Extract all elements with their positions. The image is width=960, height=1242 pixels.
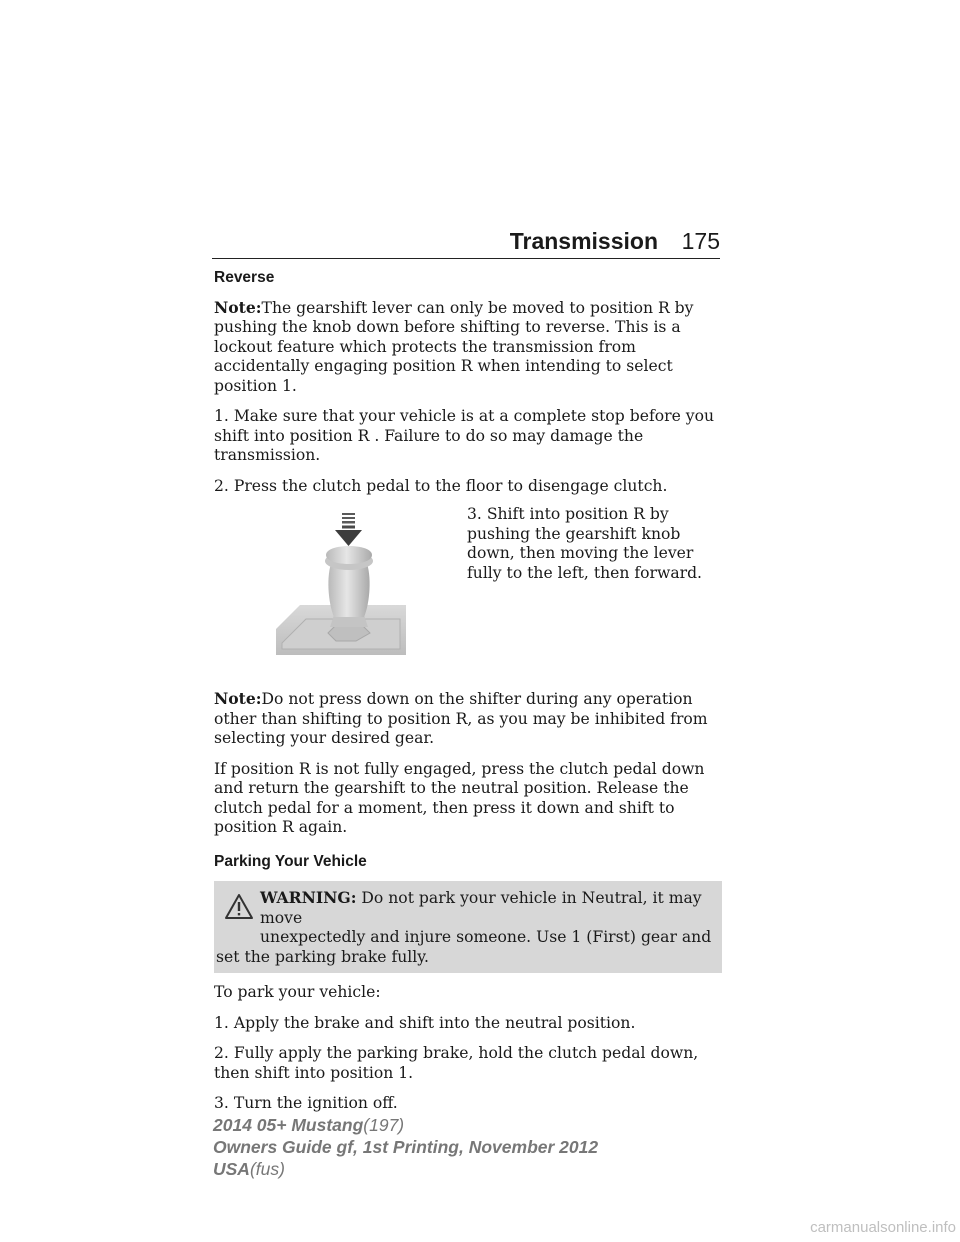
parking-intro: To park your vehicle:: [214, 983, 381, 1001]
footer-line-1: [213, 1114, 598, 1136]
footer-line-3: [213, 1158, 598, 1180]
page-footer: [213, 1114, 598, 1180]
parking-heading: Parking Your Vehicle: [214, 852, 367, 870]
gearshift-illustration: [276, 511, 406, 657]
reverse-step-3-block: [214, 505, 722, 675]
page-header: [212, 228, 720, 259]
note-label: Note:: [214, 297, 262, 317]
reverse-paragraph: If position R is not fully engaged, press the clutch pedal down and return the gearshift to the neutral position. Release the clutch pedal for a moment, then press it down and shift to position R again.: [214, 759, 705, 836]
parking-step: 2. Fully apply the parking brake, hold the clutch pedal down, then shift into position 1.: [214, 1044, 699, 1082]
parking-step: 3. Turn the ignition off.: [214, 1094, 398, 1112]
warning-label: WARNING:: [260, 888, 357, 907]
section-title: Transmission: [509, 228, 658, 254]
warning-first-line: [216, 888, 714, 928]
footer-model: 2014 05+ Mustang: [213, 1115, 364, 1135]
warning-box: [214, 881, 722, 973]
reverse-note-2: [214, 689, 722, 749]
note-label: Note:: [214, 689, 262, 708]
reverse-note: [214, 298, 722, 397]
footer-line-2: Owners Guide gf, 1st Printing, November 2012: [213, 1137, 599, 1157]
warning-text-2: unexpectedly and injure someone. Use 1 (First) gear and set the parking brake fully.: [216, 928, 712, 966]
footer-region: USA: [213, 1159, 250, 1179]
reverse-step-3: 3. Shift into position R by pushing the gearshift knob down, then moving the lever fully to the left, then forward.: [467, 505, 703, 582]
watermark: carmanualsonline.info: [810, 1219, 956, 1236]
warning-text-1: Do not park your vehicle in Neutral, it may move: [260, 889, 702, 927]
page-content: [214, 268, 722, 1125]
reverse-step-1: 1. Make sure that your vehicle is at a complete stop before you shift into position R . Failure to do so may damage the transmission.: [214, 407, 714, 464]
parking-step: 1. Apply the brake and shift into the neutral position.: [214, 1013, 636, 1032]
reverse-step-2: 2. Press the clutch pedal to the floor to disengage clutch.: [214, 476, 668, 495]
reverse-heading: Reverse: [214, 269, 275, 286]
page-number: 175: [681, 228, 720, 254]
footer-region-code: (fus): [249, 1159, 285, 1179]
warning-triangle-icon: [224, 893, 254, 920]
note-text: The gearshift lever can only be moved to position R by pushing the knob down before shifting to reverse. This is a lockout feature which protects the transmission from accidentally engaging position R when intending to select position 1.: [214, 298, 694, 395]
footer-code: (197): [363, 1115, 405, 1135]
note-text: Do not press down on the shifter during any operation other than shifting to position R, as you may be inhibited from selecting your desired gear.: [214, 690, 708, 747]
